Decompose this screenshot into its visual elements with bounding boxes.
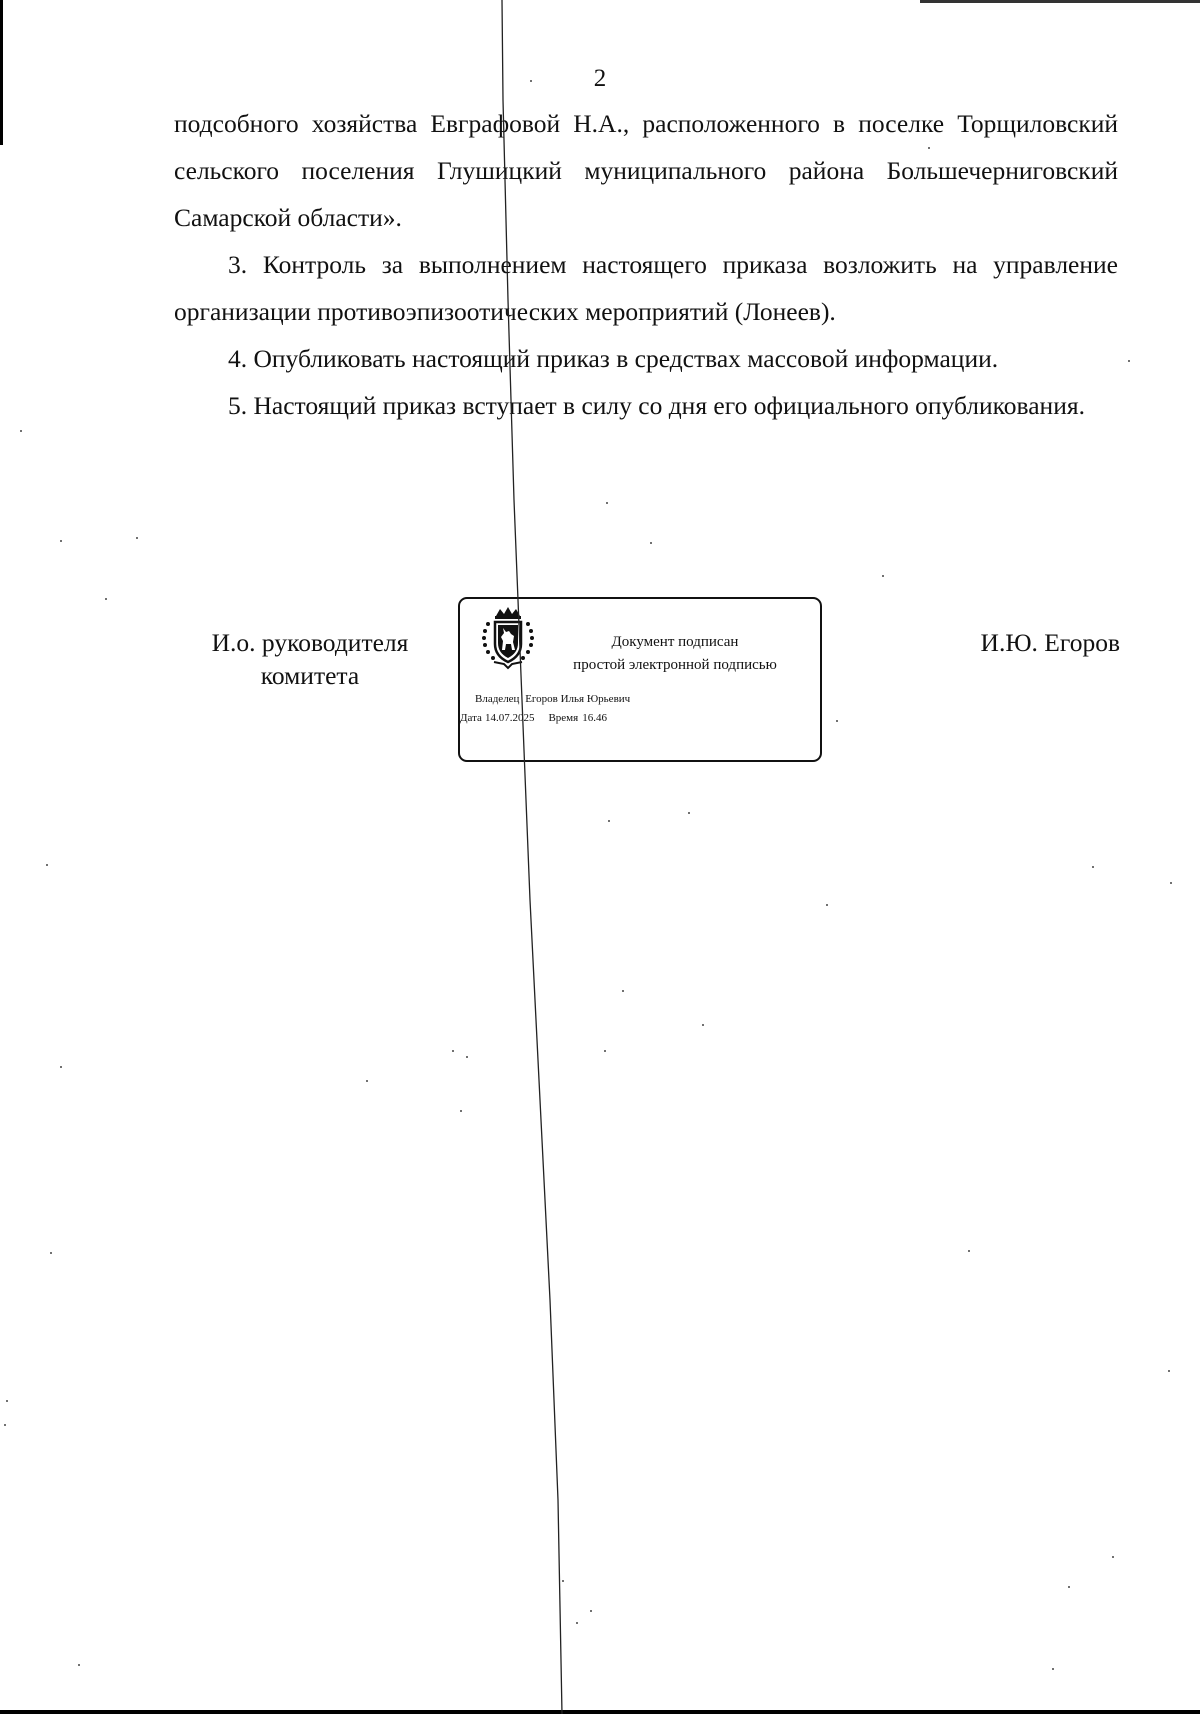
paragraph-continuation: подсобного хозяйства Евграфовой Н.А., расположенного в поселке Торщиловский сельского поселения Глушицкий муниципального района Большечерниговский Самарской области». bbox=[174, 109, 1118, 232]
scan-speck bbox=[46, 864, 48, 866]
scan-speck bbox=[1170, 882, 1172, 884]
scan-speck bbox=[136, 537, 138, 539]
stamp-title bbox=[540, 631, 810, 677]
scan-speck bbox=[702, 1024, 704, 1026]
scan-speck bbox=[105, 598, 107, 600]
scan-speck bbox=[1052, 1668, 1054, 1670]
scan-speck bbox=[466, 1056, 468, 1058]
signatory-name: И.Ю. Егоров bbox=[980, 628, 1120, 657]
scan-speck bbox=[1092, 866, 1094, 868]
scan-speck bbox=[60, 1066, 62, 1068]
stamp-title-line2: простой электронной подписью bbox=[573, 657, 777, 673]
scan-speck bbox=[60, 540, 62, 542]
scan-speck bbox=[530, 80, 532, 82]
stamp-time-value: 16.46 bbox=[582, 712, 607, 724]
signatory-position-line1: И.о. руководителя bbox=[211, 628, 409, 657]
scan-speck bbox=[606, 502, 608, 504]
scan-speck bbox=[688, 812, 690, 814]
scan-speck bbox=[604, 1050, 606, 1052]
scan-speck bbox=[882, 575, 884, 577]
page-number: 2 bbox=[593, 65, 607, 92]
document-body bbox=[174, 100, 1118, 429]
scan-speck bbox=[1068, 1586, 1070, 1588]
scan-speck bbox=[1128, 360, 1130, 362]
scan-speck bbox=[590, 1610, 592, 1612]
stamp-owner-label: Владелец bbox=[475, 693, 520, 705]
scan-speck bbox=[576, 1622, 578, 1624]
stamp-owner bbox=[475, 691, 805, 707]
scan-speck bbox=[6, 1400, 8, 1402]
scan-speck bbox=[608, 820, 610, 822]
scan-speck bbox=[50, 1252, 52, 1254]
scan-speck bbox=[4, 1424, 6, 1426]
scan-speck bbox=[452, 1050, 454, 1052]
electronic-signature-stamp bbox=[458, 597, 822, 762]
scan-edge-bottom bbox=[0, 1710, 1200, 1714]
stamp-owner-value: Егоров Илья Юрьевич bbox=[525, 693, 631, 705]
scan-speck bbox=[968, 1250, 970, 1252]
stamp-date-time bbox=[460, 710, 800, 726]
scan-speck bbox=[20, 430, 22, 432]
scan-speck bbox=[928, 147, 930, 149]
scan-speck bbox=[562, 1580, 564, 1582]
scan-speck bbox=[826, 904, 828, 906]
scan-speck bbox=[836, 720, 838, 722]
signatory-position bbox=[190, 626, 430, 692]
scan-speck bbox=[622, 990, 624, 992]
stamp-date-label: Дата bbox=[460, 712, 482, 724]
paragraph-item-3: 3. Контроль за выполнением настоящего приказа возложить на управление организации противоэпизоотических мероприятий (Лонеев). bbox=[174, 250, 1118, 326]
scan-speck bbox=[460, 1110, 462, 1112]
scan-speck bbox=[78, 1664, 80, 1666]
scan-speck bbox=[366, 1080, 368, 1082]
paragraph-item-5: 5. Настоящий приказ вступает в силу со дня его официального опубликования. bbox=[228, 391, 1085, 420]
paragraph-item-4: 4. Опубликовать настоящий приказ в средствах массовой информации. bbox=[228, 344, 999, 373]
scan-speck bbox=[1168, 1370, 1170, 1372]
signatory-position-line2: комитета bbox=[260, 661, 360, 690]
scan-edge-top bbox=[920, 0, 1200, 3]
stamp-title-line1: Документ подписан bbox=[611, 634, 739, 650]
stamp-time-label: Время bbox=[548, 712, 579, 724]
scan-speck bbox=[1112, 1556, 1114, 1558]
stamp-date-value: 14.07.2025 bbox=[484, 712, 535, 724]
scan-speck bbox=[650, 542, 652, 544]
samara-region-coat-of-arms-icon bbox=[480, 606, 536, 670]
